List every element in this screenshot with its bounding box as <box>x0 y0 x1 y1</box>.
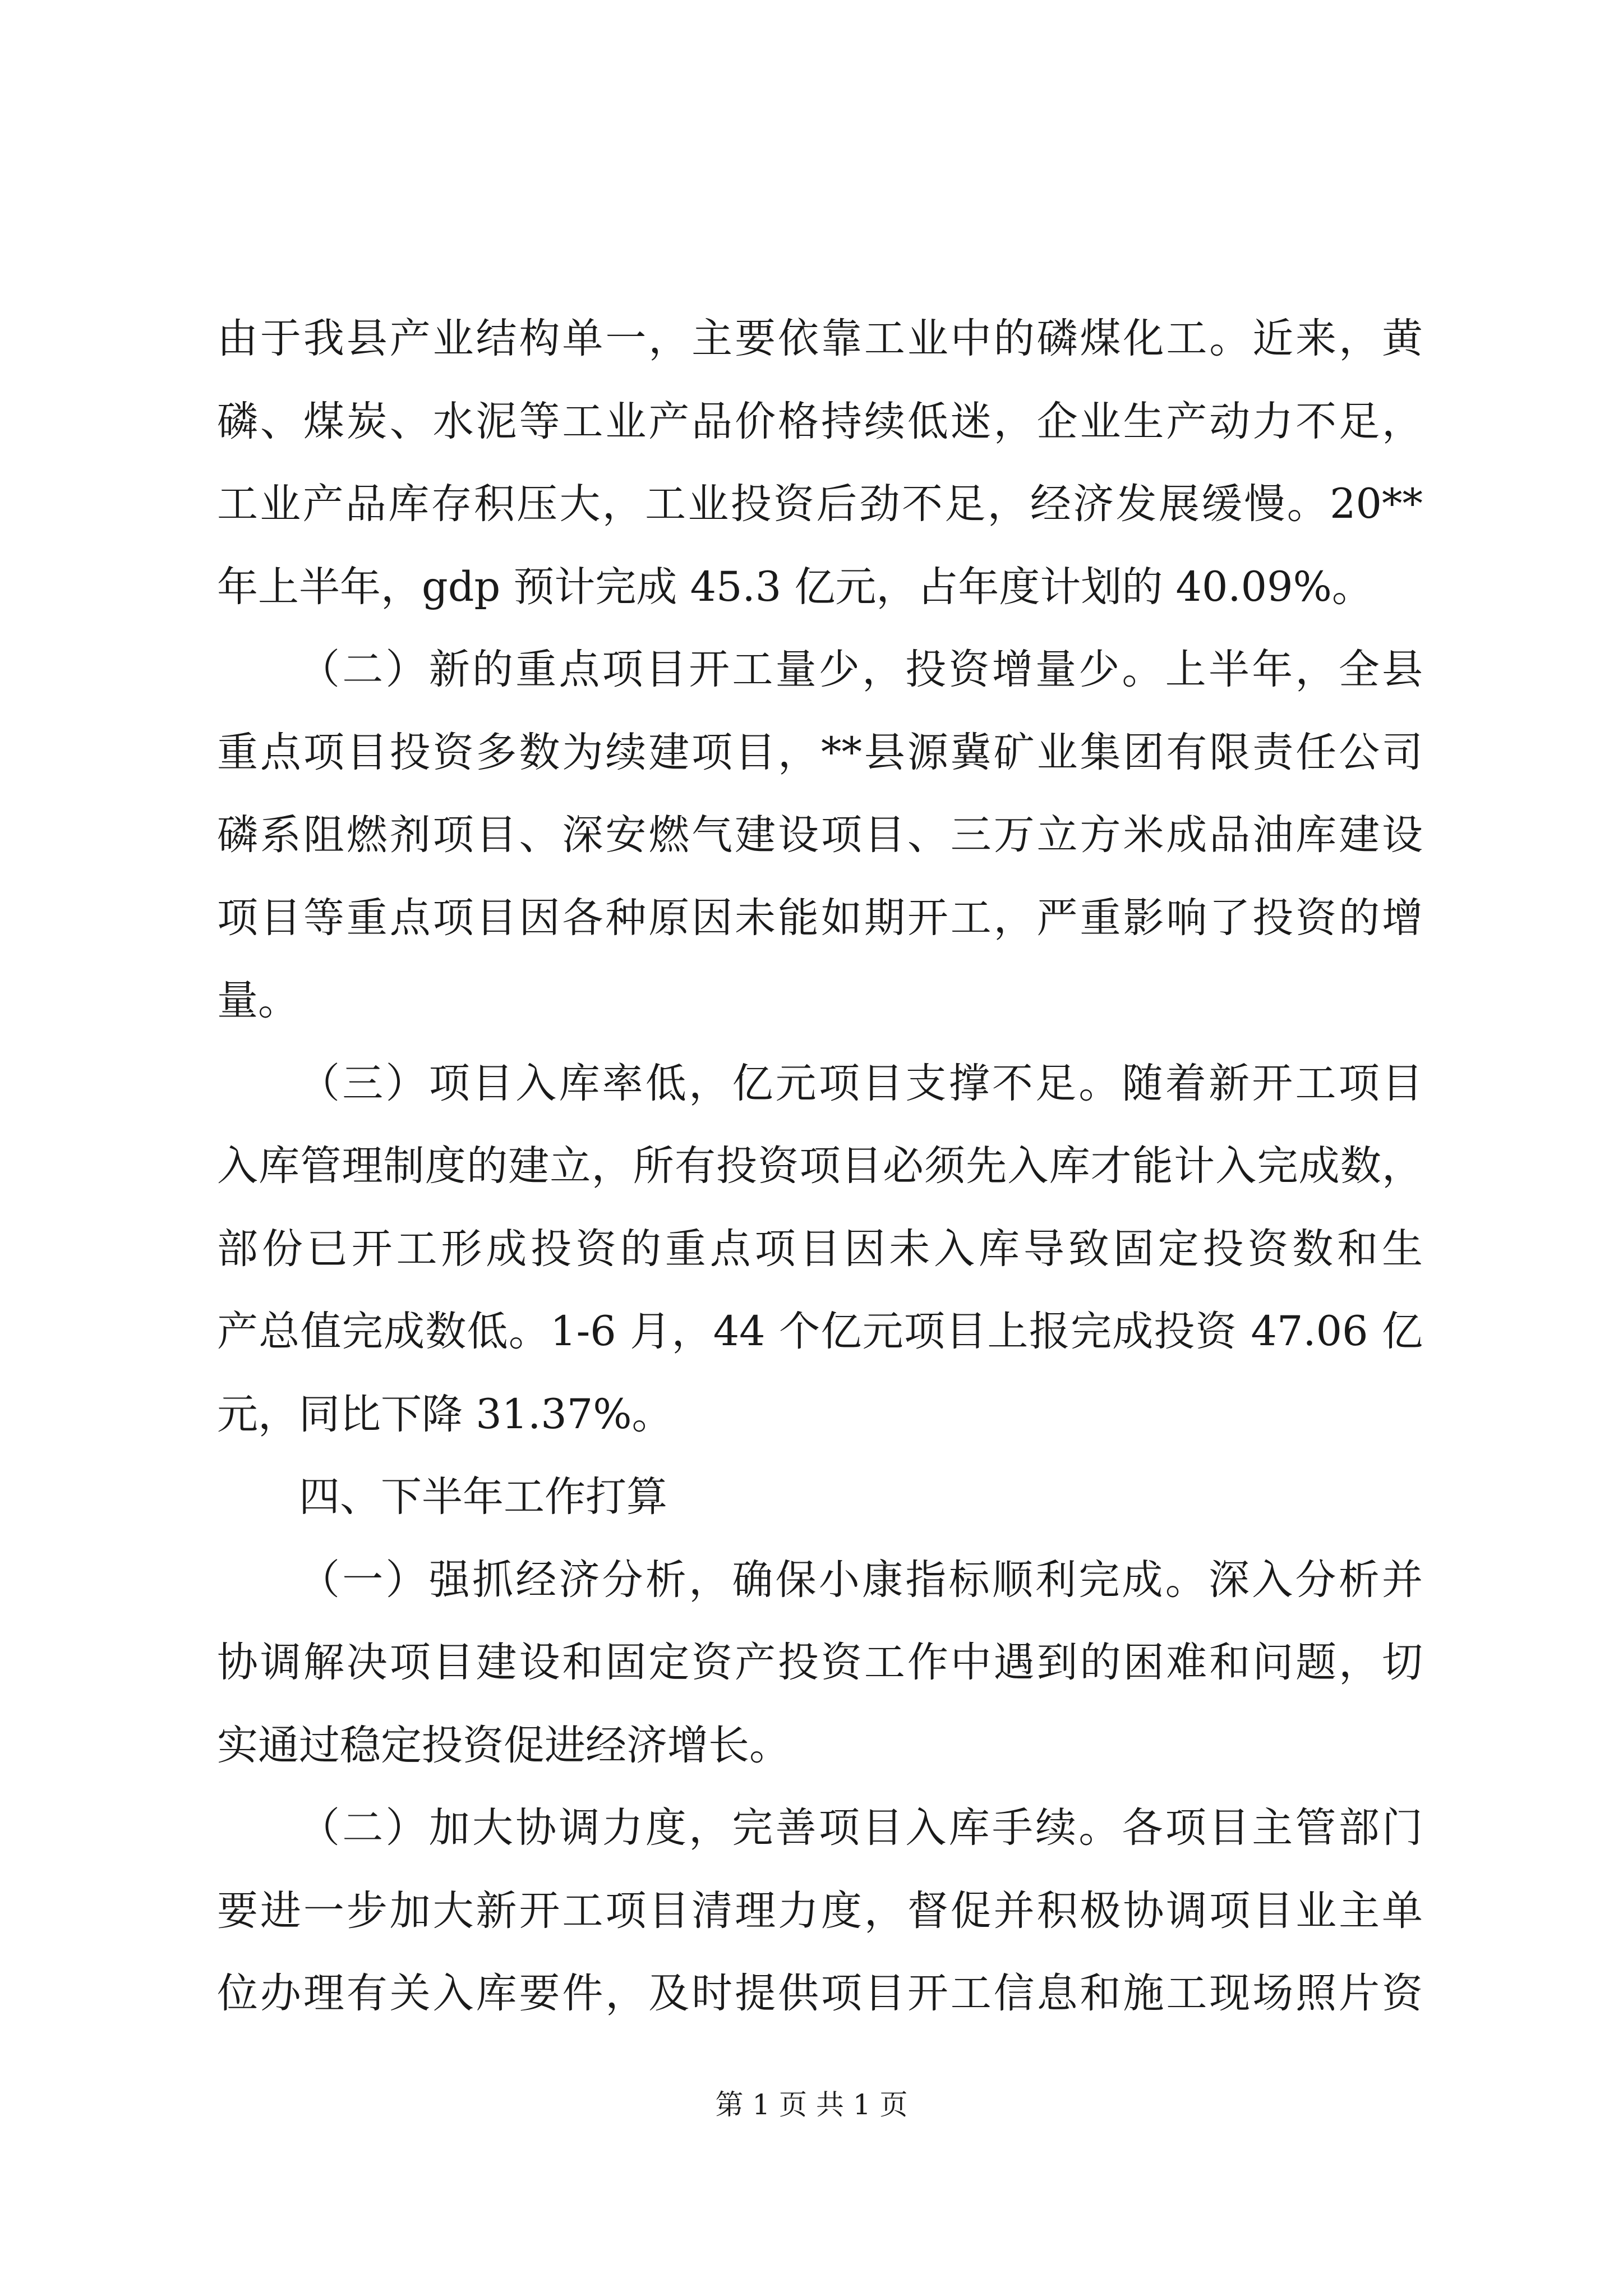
text-line: 由于我县产业结构单一，主要依靠工业中的磷煤化工。近来，黄 <box>217 315 1423 362</box>
document-body <box>217 297 1423 2035</box>
text-line: （二）新的重点项目开工量少，投资增量少。上半年，全县 <box>299 646 1423 693</box>
text-line: 量。 <box>217 977 299 1024</box>
text-line: 四、下半年工作打算 <box>299 1473 667 1521</box>
text-line: 元，同比下降 31.37%。 <box>217 1390 673 1438</box>
text-line: 年上半年，gdp 预计完成 45.3 亿元，占年度计划的 40.09%。 <box>217 563 1373 611</box>
text-line: 项目等重点项目因各种原因未能如期开工，严重影响了投资的增 <box>217 894 1423 942</box>
text-line: 磷系阻燃剂项目、深安燃气建设项目、三万立方米成品油库建设 <box>217 811 1423 859</box>
text-line: 入库管理制度的建立，所有投资项目必须先入库才能计入完成数， <box>217 1142 1423 1190</box>
text-line: （二）加大协调力度，完善项目入库手续。各项目主管部门 <box>299 1804 1423 1852</box>
text-line: 要进一步加大新开工项目清理力度，督促并积极协调项目业主单 <box>217 1887 1423 1935</box>
text-line: （三）项目入库率低，亿元项目支撑不足。随着新开工项目 <box>299 1059 1423 1107</box>
text-line: 工业产品库存积压大，工业投资后劲不足，经济发展缓慢。20** <box>217 480 1423 528</box>
text-line: 产总值完成数低。1-6 月，44 个亿元项目上报完成投资 47.06 亿 <box>217 1308 1423 1355</box>
text-line: 位办理有关入库要件，及时提供项目开工信息和施工现场照片资 <box>217 1970 1423 2017</box>
text-line: 协调解决项目建设和固定资产投资工作中遇到的困难和问题，切 <box>217 1639 1423 1686</box>
text-line: 磷、煤炭、水泥等工业产品价格持续低迷，企业生产动力不足， <box>217 397 1423 445</box>
page-footer: 第 1 页 共 1 页 <box>715 2088 908 2121</box>
text-line: 实通过稳定投资促进经济增长。 <box>217 1721 790 1769</box>
text-line: （一）强抓经济分析，确保小康指标顺利完成。深入分析并 <box>299 1556 1423 1604</box>
text-line: 重点项目投资多数为续建项目，**县源冀矿业集团有限责任公司 <box>217 728 1423 776</box>
text-line: 部份已开工形成投资的重点项目因未入库导致固定投资数和生 <box>217 1225 1423 1273</box>
